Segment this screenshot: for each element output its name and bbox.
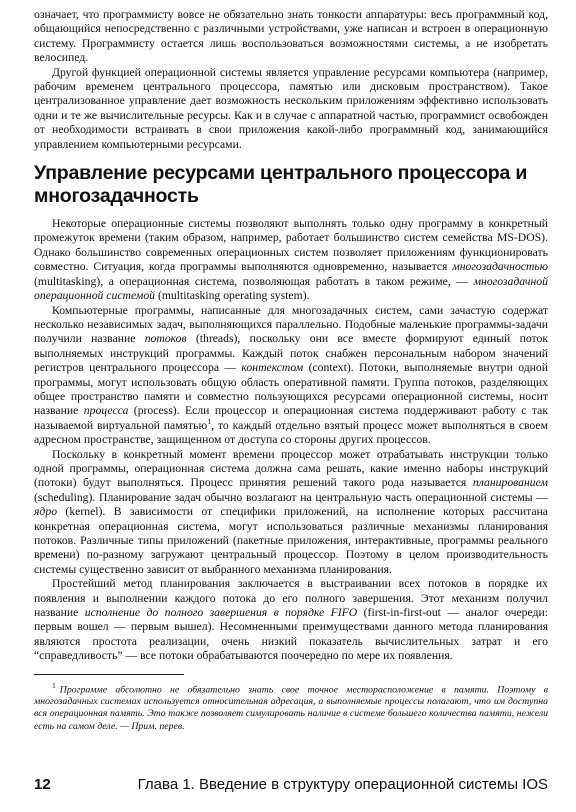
- term-multitasking: многозадачностью: [452, 260, 548, 274]
- footnote-divider: [34, 674, 184, 675]
- paragraph-threads: Компьютерные программы, написанные для многозадачных систем, сами зачастую содержат несколько независимых задач, выполняющихся параллельно. Подобные маленькие программы-задачи получили название потоков (threads), поскольку они все вместе формируют единый поток выполняемых инструкций программы. Каждый поток снабжен персональным набором значений регистров центрального процессора — контекстом (context). Потоки, выполняемые внутри одной программы, могут использовать общую область оперативной памяти. Группа потоков, разделяющих общее пространство памяти и совместно пользующихся ресурсами операционной системы, носит название процесса (process). Если процессор и операционная система поддерживают работу с так называемой виртуальной памятью$^1$, то каждый отдельно взятый процесс может выполняться в своем адресном пространстве, защищенном от доступа со стороны других процессов.: [34, 303, 549, 447]
- chapter-title: Глава 1. Введение в структуру операционной системы IOS: [137, 776, 548, 793]
- paragraph-continuation: означает, что программисту вовсе не обязательно знать тонкости аппаратуры: весь программный код, общающийся непосредственно с различными устройствами, уже написан и встроен в операционную систему. Программисту остается лишь воспользоваться возможностями системы, а не изобретать велосипед.: [34, 8, 548, 65]
- paragraph-scheduling: Поскольку в конкретный момент времени процессор может отрабатывать инструкции только одной программы, операционная система должна сама решать, какие именно наборы инструкций (потоки) будут выполняться. Процесс принятия решений такого рода называется планированием (scheduling). Планирование задач обычно возлагают на центральную часть операционной системы — ядро (kernel). В зависимости от специфики приложений, на исполнение которых рассчитана конкретная операционная система, могут использоваться различные механизмы планирования потоков. Различные типы приложений (пакетные приложения, интерактивные, программы реального времени) по-разному загружают центральный процессор. Поэтому в целом производительность системы существенно зависит от выбранного механизма планирования.: [34, 447, 548, 576]
- footnote-text: Программе абсолютно не обязательно знать свое точное месторасположение в памяти. Поэтому в многозадачных системах используется относительная адресация, а выполняемые процессы полагают, что им доступна вся операционная память. Это также позволяет симулировать наличие в системе большего количества памяти, нежели есть на самом деле. — Прим. перев.: [34, 683, 548, 732]
- footnote-reference[interactable]: 1: [207, 416, 212, 426]
- page-number: 12: [34, 776, 51, 793]
- term-scheduling: планированием: [472, 476, 548, 490]
- section-heading: Управление ресурсами центрального процессора и многозадачность: [34, 162, 528, 208]
- footnote: [34, 680, 548, 733]
- term-fifo: исполнение до полного завершения в порядке FIFO: [84, 606, 358, 620]
- term-kernel: ядро: [34, 505, 58, 519]
- page-footer: [34, 776, 548, 794]
- term-context: контекстом: [241, 361, 304, 375]
- paragraph-fifo: Простейший метод планирования заключается в выстраивании всех потоков в порядке их появления и выполнении каждого потока до его полного завершения. Этот механизм получил название исполнение до полного завершения в порядке FIFO (first-in-first-out — аналог очереди: первым вошел — первым вышел). Несомненными преимуществами данного метода планирования являются простота реализации, очень низкий показатель вычислительных затрат и его “справедливость” — все потоки обрабатываются поочередно по мере их появления.: [34, 577, 548, 663]
- paragraph-resource-management: Другой функцией операционной системы является управление ресурсами компьютера (например, рабочим временем центрального процессора, памятью или дисковым пространством). Такое централизованное управление дает возможность нескольким приложениям эффективно использовать одни и те же вычислительные ресурсы. Как и в случае с аппаратной частью, программист освобожден от необходимости встраивать в свои приложения какой-либо программный код, занимающийся управлением компьютерными ресурсами.: [34, 65, 548, 151]
- footnote-number: 1: [52, 680, 56, 690]
- term-threads: потоков: [144, 332, 187, 346]
- paragraph-multitasking: Некоторые операционные системы позволяют выполнять только одну программу в конкретный промежуток времени (таким образом, например, работает большинство систем семейства MS-DOS). Однако большинство современных операционных систем позволяет приложениям функционировать совместно. Ситуация, когда программы выполняются одновременно, называется многозадачностью (multitasking), а операционная система, позволяющая работать в таком режиме, — многозадачной операционной системой (multitasking operating system).: [34, 217, 548, 303]
- term-multitasking-os: многозадачной операционной системой: [34, 274, 548, 303]
- term-process: процесса: [83, 404, 129, 418]
